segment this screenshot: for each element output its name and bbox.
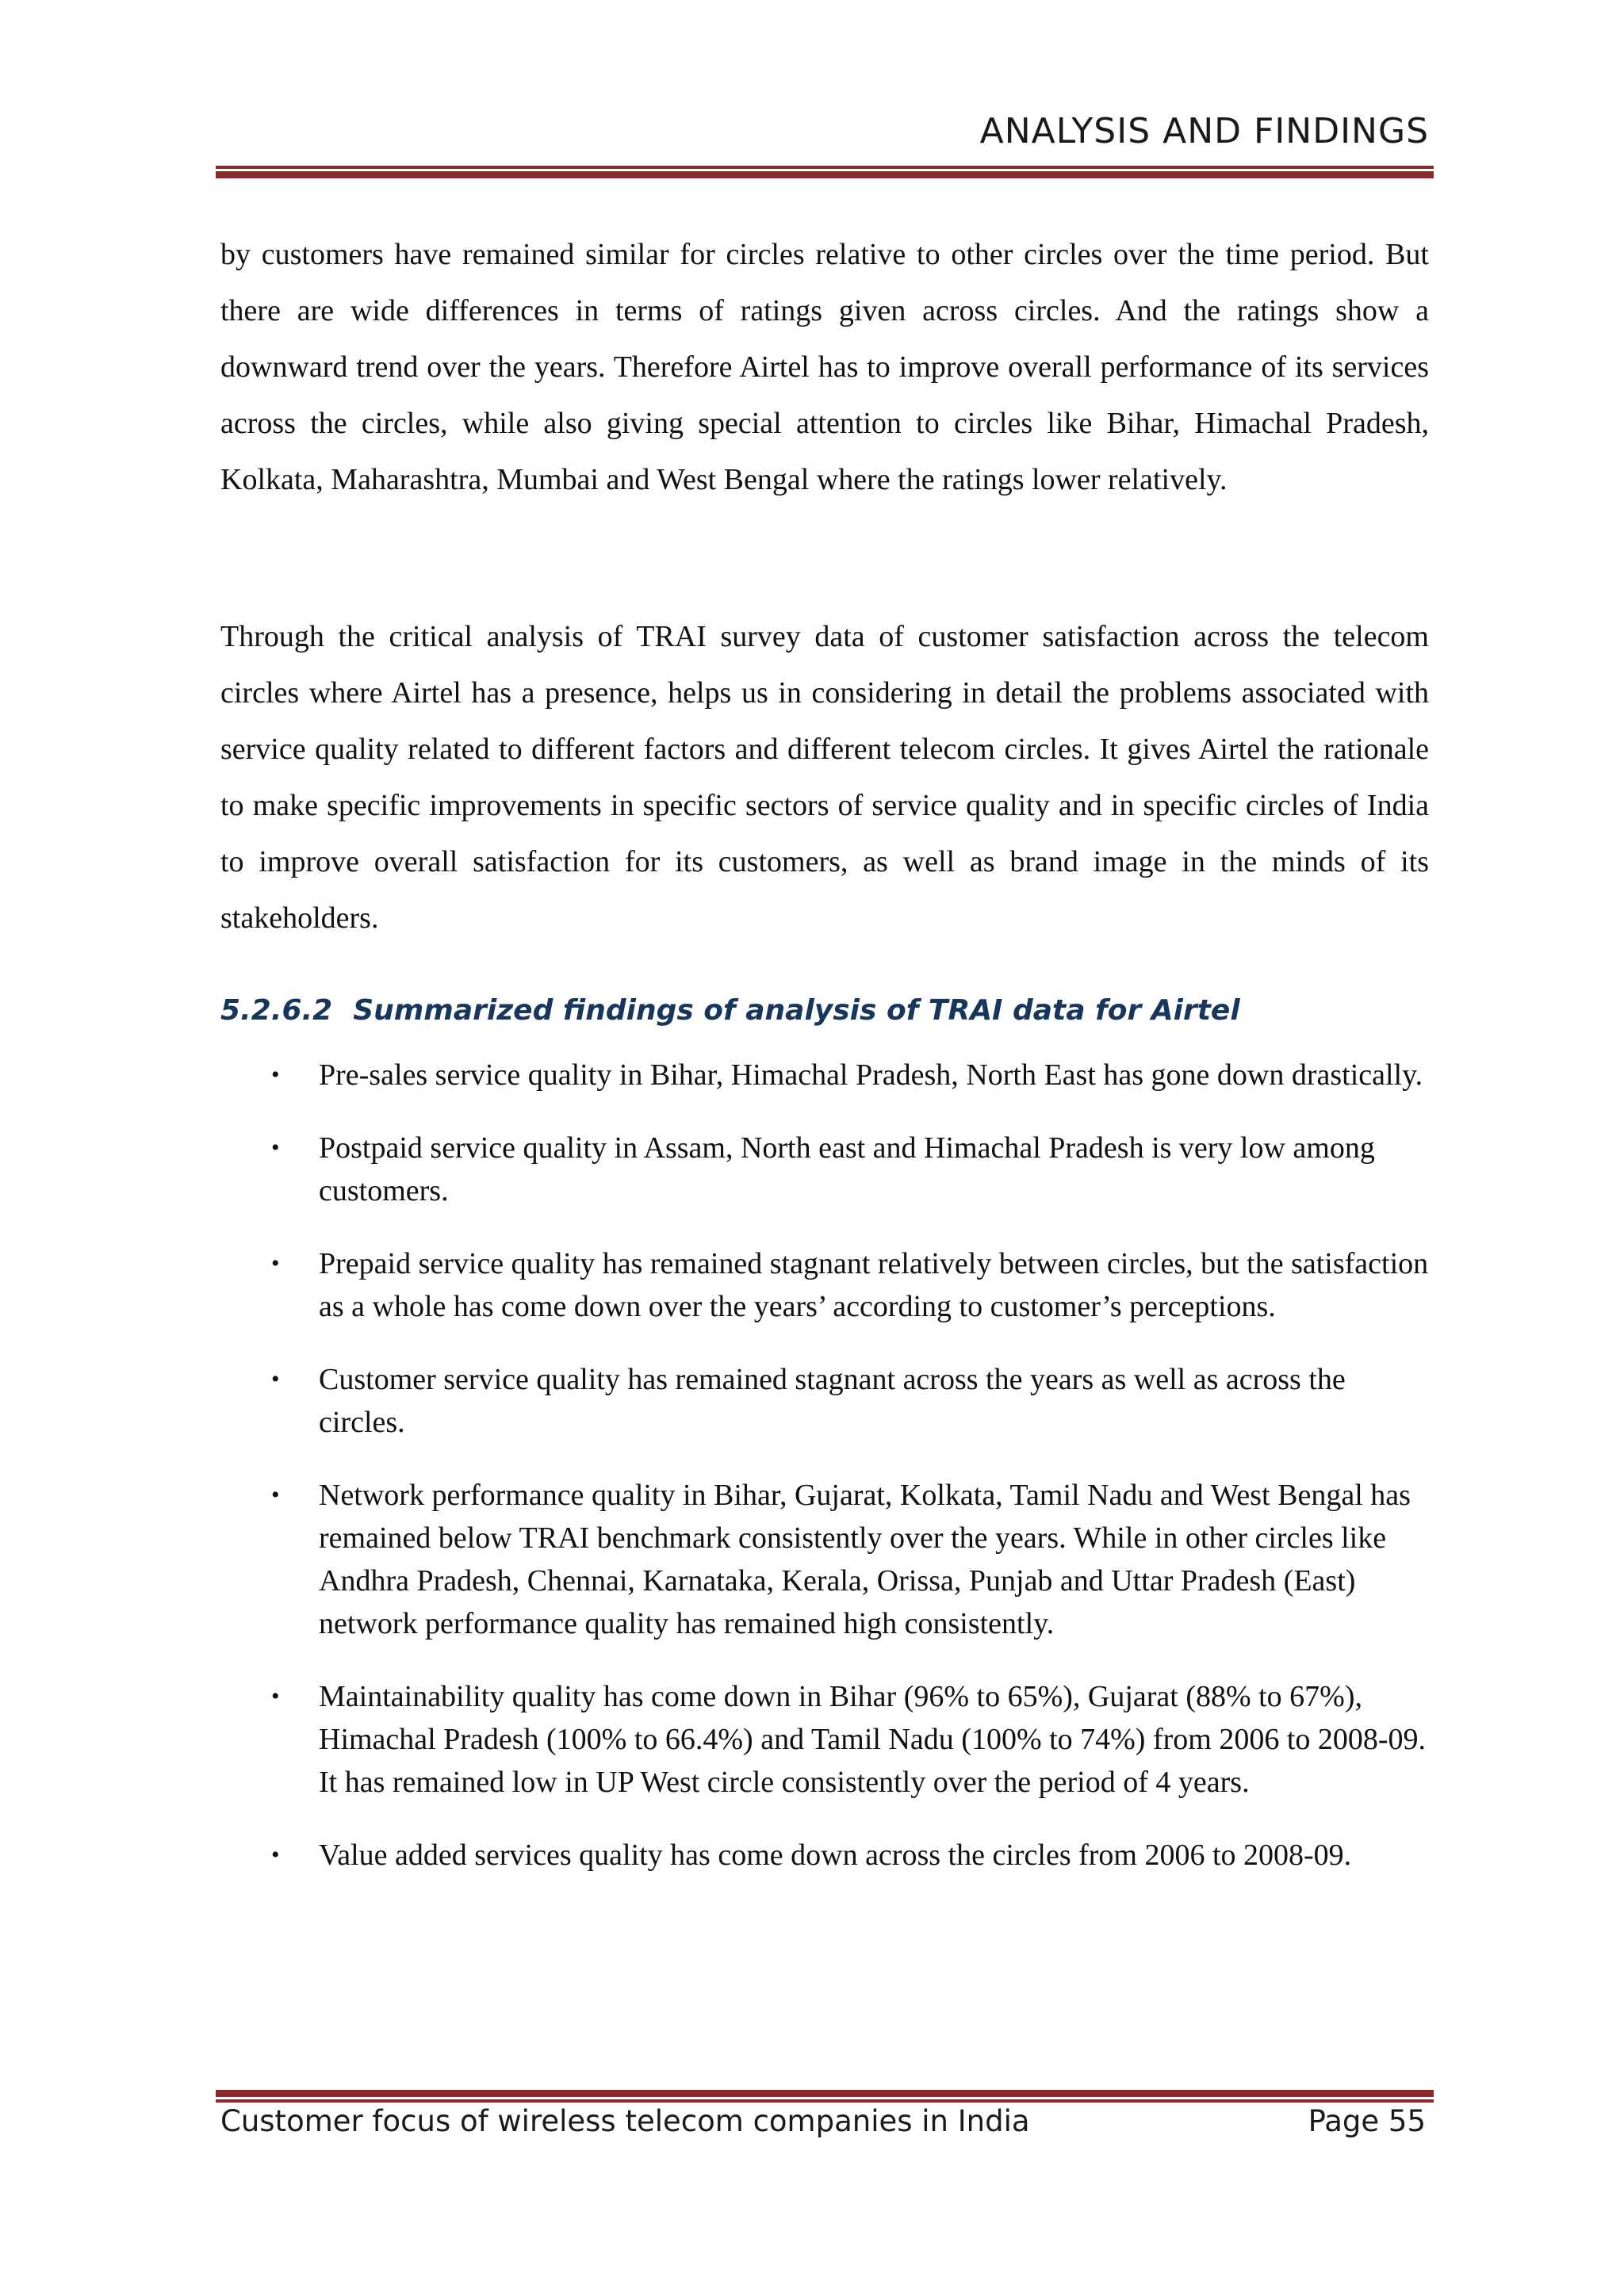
bullet-icon: • [271, 1250, 280, 1276]
bullet-icon: • [271, 1366, 280, 1392]
section-number: 5.2.6.2 [220, 994, 333, 1027]
list-item [220, 1834, 1437, 1877]
list-item [220, 1358, 1437, 1444]
header-rule-thin [216, 166, 1434, 169]
findings-list [220, 1054, 1437, 1907]
finding-text: Pre-sales service quality in Bihar, Himachal Pradesh, North East has gone down drastically. [319, 1058, 1423, 1092]
list-item [220, 1675, 1437, 1804]
bullet-icon: • [271, 1482, 280, 1508]
header-rule-thick [216, 171, 1434, 178]
page-number: Page 55 [1308, 2104, 1426, 2138]
bullet-icon: • [271, 1683, 280, 1709]
footer-rule-thin [216, 2099, 1434, 2103]
footer-rule-thick [216, 2090, 1434, 2097]
list-item [220, 1054, 1437, 1096]
finding-text: Network performance quality in Bihar, Gujarat, Kolkata, Tamil Nadu and West Bengal has remained below TRAI benchmark consistently over the years. While in other circles like Andhra Pradesh, Chennai, Karnataka, Kerala, Orissa, Punjab and Uttar Pradesh (East) network performance quality has remained high consistently. [319, 1479, 1411, 1640]
running-header-title: ANALYSIS AND FINDINGS [979, 111, 1429, 151]
body-paragraph-1: by customers have remained similar for circles relative to other circles over the time period. But there are wide differences in terms of ratings given across circles. And the ratings show a downward trend over the years. Therefore Airtel has to improve overall performance of its services across the circles, while also giving special attention to circles like Bihar, Himachal Pradesh, Kolkata, Maharashtra, Mumbai and West Bengal where the ratings lower relatively. [220, 238, 1429, 496]
body-paragraph-2: Through the critical analysis of TRAI survey data of customer satisfaction across the telecom circles where Airtel has a presence, helps us in considering in detail the problems associated with service quality related to different factors and different telecom circles. It gives Airtel the rationale to make specific improvements in specific sectors of service quality and in specific circles of India to improve overall satisfaction for its customers, as well as brand image in the minds of its stakeholders. [220, 620, 1429, 935]
bullet-icon: • [271, 1842, 280, 1868]
finding-text: Postpaid service quality in Assam, North east and Himachal Pradesh is very low among customers. [319, 1131, 1375, 1207]
finding-text: Value added services quality has come down across the circles from 2006 to 2008-09. [319, 1839, 1352, 1872]
finding-text: Maintainability quality has come down in Bihar (96% to 65%), Gujarat (88% to 67%), Himachal Pradesh (100% to 66.4%) and Tamil Nadu (100% to 74%) from 2006 to 2008-09. It has remained low in UP West circle consistently over the period of 4 years. [319, 1680, 1427, 1799]
section-title: Summarized findings of analysis of TRAI data for Airtel [353, 994, 1240, 1027]
list-item [220, 1242, 1437, 1328]
section-heading [220, 994, 1240, 1027]
list-item [220, 1474, 1437, 1645]
footer-title: Customer focus of wireless telecom companies in India [220, 2104, 1030, 2138]
bullet-icon: • [271, 1062, 280, 1088]
list-item [220, 1127, 1437, 1212]
finding-text: Prepaid service quality has remained stagnant relatively between circles, but the satisfaction as a whole has come down over the years’ according to customer’s perceptions. [319, 1247, 1429, 1323]
finding-text: Customer service quality has remained stagnant across the years as well as across the circles. [319, 1363, 1346, 1439]
bullet-icon: • [271, 1135, 280, 1161]
